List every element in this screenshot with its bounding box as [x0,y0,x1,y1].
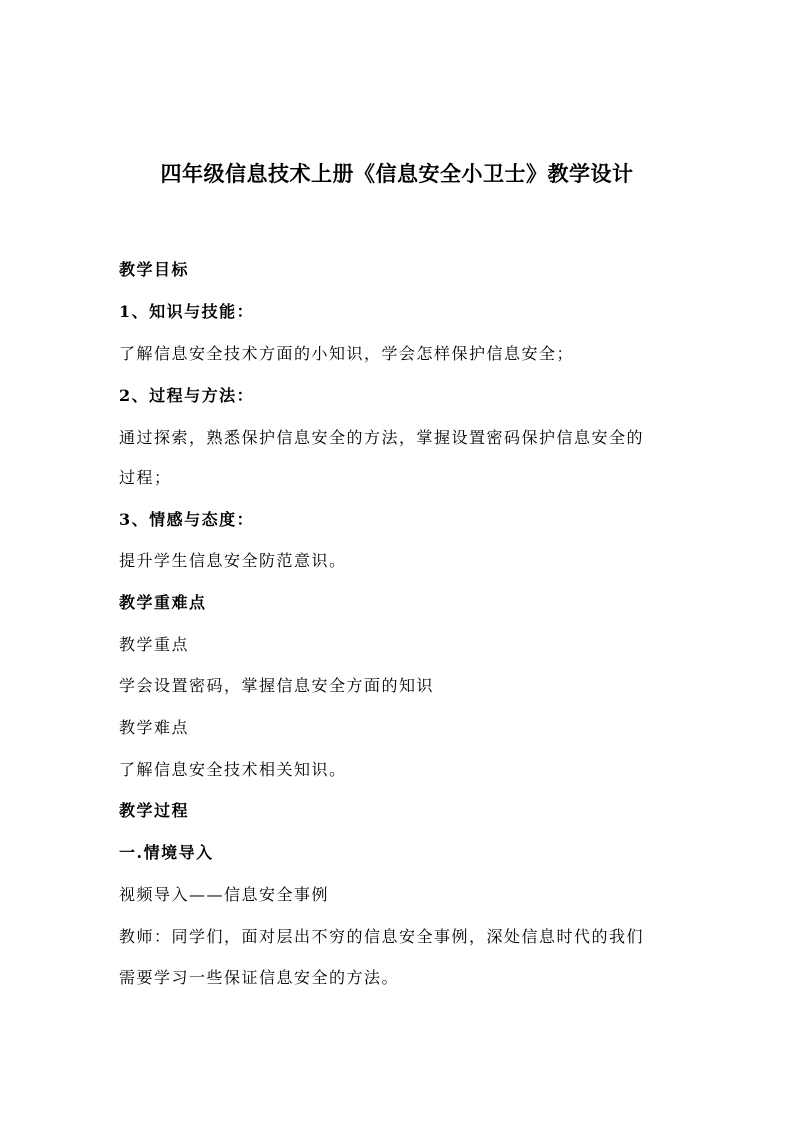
paragraph-line: 需要学习一些保证信息安全的方法。 [119,968,400,987]
heading-key-difficult-points: 教学重难点 [119,593,207,612]
document-title: 四年级信息技术上册《信息安全小卫士》教学设计 [160,162,634,186]
paragraph-line: 了解信息安全技术相关知识。 [119,760,347,779]
paragraph-line: 教学重点 [119,635,190,654]
paragraph-line: 提升学生信息安全防范意识。 [119,551,347,570]
paragraph-line: 了解信息安全技术方面的小知识，学会怎样保护信息安全； [119,344,575,363]
subheading-emotion-attitude: 3、情感与态度： [119,510,255,529]
subheading-situation-intro: 一.情境导入 [119,843,214,862]
paragraph-line: 过程； [119,468,172,487]
paragraph-line: 教师：同学们，面对层出不穷的信息安全事例，深处信息时代的我们 [119,927,645,946]
heading-teaching-objectives: 教学目标 [119,260,190,279]
paragraph-line: 教学难点 [119,718,190,737]
subheading-process-methods: 2、过程与方法： [119,386,255,405]
paragraph-line: 学会设置密码，掌握信息安全方面的知识 [119,676,435,695]
heading-teaching-process: 教学过程 [119,801,190,820]
subheading-knowledge-skills: 1、知识与技能： [119,302,255,321]
paragraph-line: 通过探索，熟悉保护信息安全的方法，掌握设置密码保护信息安全的 [119,428,645,447]
paragraph-line: 视频导入——信息安全事例 [119,885,330,904]
